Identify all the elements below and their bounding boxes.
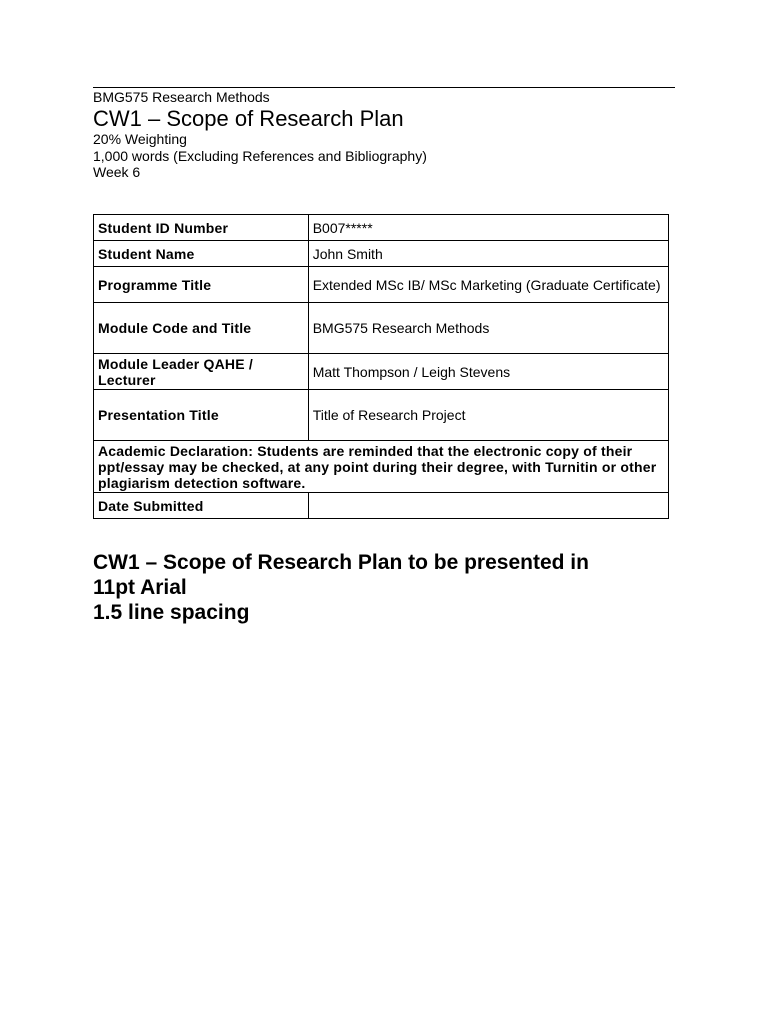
- row-value-presentation-title: Title of Research Project: [308, 390, 668, 441]
- table-row: [94, 303, 669, 354]
- formatting-notice-line: 1.5 line spacing: [93, 601, 250, 624]
- row-value-student-name: John Smith: [308, 241, 668, 267]
- table-row: [94, 241, 669, 267]
- row-label-date-submitted: Date Submitted: [94, 493, 309, 519]
- table-row: [94, 267, 669, 303]
- row-value-module-leader: Matt Thompson / Leigh Stevens: [308, 354, 668, 390]
- header-rule: [93, 87, 675, 88]
- week: Week 6: [93, 164, 141, 180]
- row-value-date-submitted: [308, 493, 668, 519]
- document-title: CW1 – Scope of Research Plan: [93, 106, 404, 131]
- row-label-module-leader: Module Leader QAHE / Lecturer: [94, 354, 309, 390]
- table-row: [94, 493, 669, 519]
- row-value-module-code: BMG575 Research Methods: [308, 303, 668, 354]
- row-value-programme-title: Extended MSc IB/ MSc Marketing (Graduate Certificate): [308, 267, 668, 303]
- table-row: [94, 215, 669, 241]
- academic-declaration: Academic Declaration: Students are reminded that the electronic copy of their ppt/essay may be checked, at any point during their degree, with Turnitin or other plagiarism detection software.: [94, 441, 669, 493]
- row-label-presentation-title: Presentation Title: [94, 390, 309, 441]
- weighting: 20% Weighting: [93, 131, 187, 147]
- formatting-notice-line: CW1 – Scope of Research Plan to be presented in: [93, 551, 589, 574]
- table-row: [94, 441, 669, 493]
- row-value-student-id: B007*****: [308, 215, 668, 241]
- table-row: [94, 354, 669, 390]
- course-name: BMG575 Research Methods: [93, 89, 270, 105]
- row-label-programme-title: Programme Title: [94, 267, 309, 303]
- row-label-module-code: Module Code and Title: [94, 303, 309, 354]
- row-label-student-name: Student Name: [94, 241, 309, 267]
- table-row: [94, 390, 669, 441]
- formatting-notice: [93, 550, 673, 625]
- cover-sheet-table: [93, 214, 669, 519]
- formatting-notice-line: 11pt Arial: [93, 576, 187, 599]
- row-label-student-id: Student ID Number: [94, 215, 309, 241]
- word-count: 1,000 words (Excluding References and Bibliography): [93, 148, 427, 164]
